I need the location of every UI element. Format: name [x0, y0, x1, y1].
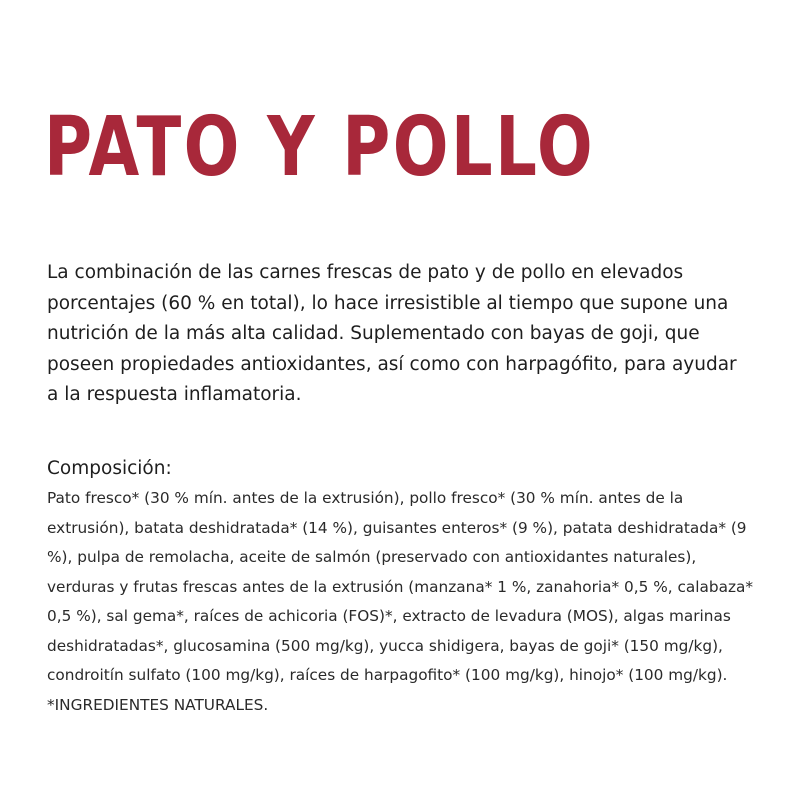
composition-text: Pato fresco* (30 % mín. antes de la extrusión), pollo fresco* (30 % mín. antes de la extrusión), batata deshidratada* (14 %), guisantes enteros* (9 %), patata deshidratada* (9 %), pulpa de remolacha, aceite de salmón (preservado con antioxidantes naturales), verduras y frutas frescas antes de la extrusión (manzana* 1 %, zanahoria* 0,5 %, calabaza* 0,5 %), sal gema*, raíces de achicoria (FOS)*, extracto de levadura (MOS), algas marinas deshidratadas*, glucosamina (500 mg/kg), yucca shidigera, bayas de goji* (150 mg/kg), condroitín sulfato (100 mg/kg), raíces de harpagofito* (100 mg/kg), hinojo* (100 mg/kg). *INGREDIENTES NATURALES.: [47, 489, 754, 714]
product-description: La combinación de las carnes frescas de pato y de pollo en elevados porcentajes (60 % en total), lo hace irresistible al tiempo que supone una nutrición de la más alta calidad. Suplementado con bayas de goji, que poseen propiedades antioxidantes, así como con harpagófito, para ayudar a la respuesta inflamatoria.: [47, 262, 737, 405]
product-title: PATO Y POLLO: [44, 100, 596, 195]
composition-heading: Composición:: [47, 458, 172, 479]
